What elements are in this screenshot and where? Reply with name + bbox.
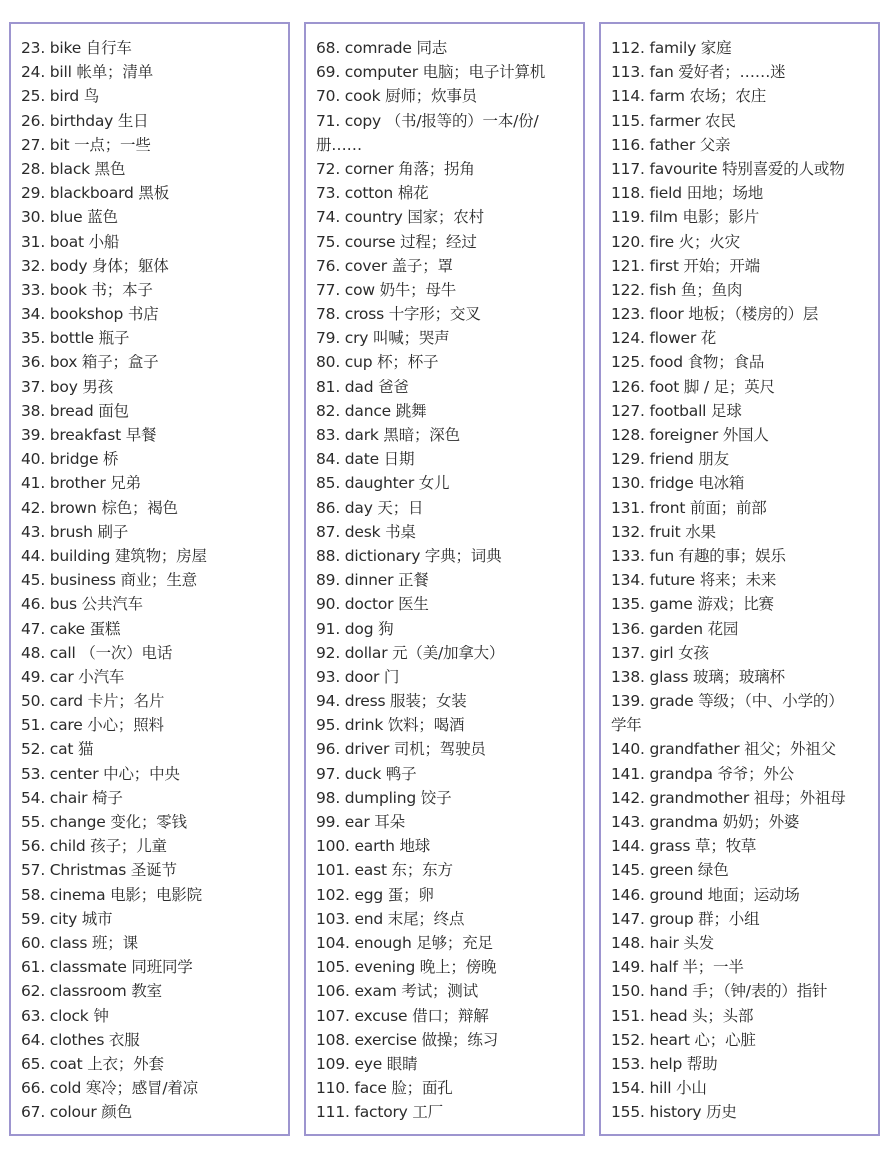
vocab-entry: 50. card 卡片；名片 <box>21 692 165 711</box>
vocab-entry: 128. foreigner 外国人 <box>611 426 769 444</box>
vocab-entry: 66. cold 寒冷；感冒/着凉 <box>21 1079 198 1098</box>
vocab-entry: 61. classmate 同班同学 <box>21 958 193 977</box>
vocab-entry: 152. heart 心；心脏 <box>611 1030 756 1049</box>
vocab-entry: 35. bottle 瓶子 <box>21 329 130 348</box>
vocab-entry: 154. hill 小山 <box>611 1079 707 1098</box>
vocab-entry: 140. grandfather 祖父；外祖父 <box>611 740 836 759</box>
vocab-entry: 149. half 半；一半 <box>611 958 744 977</box>
vocab-entry: 122. fish 鱼；鱼肉 <box>611 280 743 299</box>
vocab-entry: 148. hair 头发 <box>611 933 714 952</box>
vocab-entry: 89. dinner 正餐 <box>316 571 429 590</box>
vocab-column-3 <box>599 22 880 1136</box>
vocab-entry: 63. clock 钟 <box>21 1006 109 1025</box>
vocab-entry: 115. farmer 农民 <box>611 111 736 130</box>
vocab-entry: 72. corner 角落；拐角 <box>316 159 475 178</box>
vocab-entry: 118. field 田地；场地 <box>611 184 764 203</box>
vocab-entry: 44. building 建筑物；房屋 <box>21 546 207 565</box>
vocab-entry: 101. east 东；东方 <box>316 861 453 880</box>
vocab-entry: 79. cry 叫喊；哭声 <box>316 329 450 348</box>
vocab-entry: 151. head 头；头部 <box>611 1006 754 1025</box>
vocab-entry: 93. door 门 <box>316 667 400 686</box>
vocab-entry: 75. course 过程；经过 <box>316 232 477 251</box>
vocab-entry: 25. bird 鸟 <box>21 87 100 106</box>
vocab-entry: 62. classroom 教室 <box>21 982 162 1001</box>
vocab-entry: 126. foot 脚 / 足；英尺 <box>611 377 775 396</box>
vocab-entry: 87. desk 书桌 <box>316 522 416 541</box>
vocab-entry: 142. grandmother 祖母；外祖母 <box>611 788 846 807</box>
vocab-entry: 97. duck 鸭子 <box>316 764 417 783</box>
vocab-entry: 23. bike 自行车 <box>21 39 132 57</box>
vocab-entry: 73. cotton 棉花 <box>316 184 429 203</box>
vocab-entry: 31. boat 小船 <box>21 232 120 251</box>
vocab-entry: 84. date 日期 <box>316 450 415 469</box>
vocab-entry: 127. football 足球 <box>611 401 742 420</box>
vocab-entry: 46. bus 公共汽车 <box>21 595 143 614</box>
vocab-entry: 29. blackboard 黑板 <box>21 184 170 203</box>
vocab-entry: 81. dad 爸爸 <box>316 377 409 396</box>
vocab-entry: 144. grass 草；牧草 <box>611 837 757 856</box>
vocab-entry: 141. grandpa 爷爷；外公 <box>611 764 794 783</box>
vocab-entry: 67. colour 颜色 <box>21 1103 132 1122</box>
vocab-entry: 49. car 小汽车 <box>21 667 125 686</box>
vocab-entry: 30. blue 蓝色 <box>21 208 118 227</box>
vocab-entry: 134. future 将来；未来 <box>611 571 777 590</box>
vocab-entry: 39. breakfast 早餐 <box>21 426 157 444</box>
vocab-entry: 143. grandma 奶奶；外婆 <box>611 813 800 831</box>
vocab-entry: 146. ground 地面；运动场 <box>611 885 800 904</box>
vocab-entry: 48. call （一次）电话 <box>21 643 173 662</box>
vocab-column-1 <box>9 22 290 1136</box>
vocab-entry: 96. driver 司机；驾驶员 <box>316 740 486 759</box>
vocab-entry: 98. dumpling 饺子 <box>316 788 452 807</box>
vocab-entry: 136. garden 花园 <box>611 619 739 638</box>
vocab-entry: 132. fruit 水果 <box>611 522 716 541</box>
vocab-entry: 33. book 书；本子 <box>21 280 153 299</box>
vocab-entry: 109. eye 眼睛 <box>316 1054 418 1073</box>
vocab-entry: 110. face 脸；面孔 <box>316 1079 453 1098</box>
vocab-entry: 64. clothes 衣服 <box>21 1030 140 1049</box>
vocab-entry: 34. bookshop 书店 <box>21 305 159 324</box>
vocab-entry: 74. country 国家；农村 <box>316 208 484 227</box>
vocab-entry: 153. help 帮助 <box>611 1054 718 1073</box>
vocab-entry: 108. exercise 做操；练习 <box>316 1030 499 1049</box>
vocab-entry: 65. coat 上衣；外套 <box>21 1054 164 1073</box>
vocab-entry: 77. cow 奶牛；母牛 <box>316 280 457 299</box>
vocab-entry: 40. bridge 桥 <box>21 450 119 469</box>
vocab-entry: 147. group 群；小组 <box>611 909 760 928</box>
vocab-entry: 26. birthday 生日 <box>21 111 149 130</box>
vocab-entry: 37. boy 男孩 <box>21 377 113 396</box>
vocab-entry: 38. bread 面包 <box>21 401 129 420</box>
vocab-entry: 53. center 中心；中央 <box>21 764 180 783</box>
vocab-entry: 103. end 末尾；终点 <box>316 909 465 928</box>
vocab-entry: 119. film 电影；影片 <box>611 208 760 227</box>
vocab-entry: 55. change 变化；零钱 <box>21 813 187 831</box>
vocab-entry: 99. ear 耳朵 <box>316 813 405 831</box>
vocab-entry: 139. grade 等级；（中、小学的） <box>611 692 844 711</box>
vocab-entry: 60. class 班；课 <box>21 933 138 952</box>
vocab-entry: 133. fun 有趣的事；娱乐 <box>611 546 786 565</box>
vocab-entry: 76. cover 盖子；罩 <box>316 256 453 275</box>
vocab-entry: 24. bill 帐单；清单 <box>21 63 153 82</box>
vocab-entry: 120. fire 火；火灾 <box>611 232 740 251</box>
vocab-entry: 117. favourite 特别喜爱的人或物 <box>611 159 845 178</box>
vocab-entry: 32. body 身体；躯体 <box>21 256 169 275</box>
vocab-entry: 102. egg 蛋；卵 <box>316 885 434 904</box>
vocab-entry: 92. dollar 元（美/加拿大） <box>316 643 505 662</box>
vocab-entry: 107. excuse 借口；辩解 <box>316 1006 489 1025</box>
vocab-entry: 59. city 城市 <box>21 909 113 928</box>
vocab-entry: 43. brush 刷子 <box>21 522 129 541</box>
vocab-entry: 70. cook 厨师；炊事员 <box>316 87 477 106</box>
vocab-entry: 28. black 黑色 <box>21 159 126 178</box>
vocab-entry: 82. dance 跳舞 <box>316 401 427 420</box>
vocab-entry: 121. first 开始；开端 <box>611 256 760 275</box>
vocab-entry: 83. dark 黑暗；深色 <box>316 426 460 444</box>
vocab-entry: 71. copy （书/报等的）一本/份/ <box>316 111 539 130</box>
vocab-entry: 123. floor 地板；（楼房的）层 <box>611 305 819 324</box>
vocab-entry: 52. cat 猫 <box>21 740 94 759</box>
vocab-entry: 69. computer 电脑；电子计算机 <box>316 63 546 82</box>
vocab-entry: 86. day 天；日 <box>316 498 424 517</box>
vocab-entry: 104. enough 足够；充足 <box>316 933 493 952</box>
vocab-entry: 91. dog 狗 <box>316 619 394 638</box>
vocab-entry: 58. cinema 电影；电影院 <box>21 885 202 904</box>
vocab-entry: 100. earth 地球 <box>316 837 431 856</box>
vocab-entry: 45. business 商业；生意 <box>21 571 197 590</box>
vocab-entry: 135. game 游戏；比赛 <box>611 595 774 614</box>
vocab-entry: 78. cross 十字形；交叉 <box>316 305 481 324</box>
vocab-entry: 113. fan 爱好者；……迷 <box>611 63 786 82</box>
vocab-entry: 112. family 家庭 <box>611 39 732 57</box>
vocab-entry: 47. cake 蛋糕 <box>21 619 121 638</box>
vocab-entry: 42. brown 棕色；褐色 <box>21 498 178 517</box>
vocab-entry: 57. Christmas 圣诞节 <box>21 861 177 880</box>
vocab-entry: 129. friend 朋友 <box>611 450 729 469</box>
vocab-entry: 学年 <box>611 716 642 735</box>
vocab-entry: 114. farm 农场；农庄 <box>611 87 767 106</box>
vocab-entry: 88. dictionary 字典；词典 <box>316 546 502 565</box>
vocab-entry: 册…… <box>316 135 362 154</box>
vocab-entry: 137. girl 女孩 <box>611 643 709 662</box>
vocab-entry: 150. hand 手；（钟/表的）指针 <box>611 982 828 1001</box>
vocab-entry: 124. flower 花 <box>611 329 717 348</box>
vocab-entry: 36. box 箱子；盒子 <box>21 353 159 372</box>
vocab-entry: 130. fridge 电冰箱 <box>611 474 745 493</box>
vocab-entry: 90. doctor 医生 <box>316 595 429 614</box>
vocab-entry: 68. comrade 同志 <box>316 39 448 57</box>
vocab-entry: 54. chair 椅子 <box>21 788 123 807</box>
vocab-entry: 125. food 食物；食品 <box>611 353 765 372</box>
vocab-column-2 <box>304 22 585 1136</box>
vocab-entry: 94. dress 服装；女装 <box>316 692 467 711</box>
vocab-entry: 85. daughter 女儿 <box>316 474 450 493</box>
vocab-entry: 106. exam 考试；测试 <box>316 982 478 1001</box>
vocab-entry: 145. green 绿色 <box>611 861 729 880</box>
vocab-entry: 111. factory 工厂 <box>316 1103 443 1122</box>
vocab-entry: 51. care 小心；照料 <box>21 716 164 735</box>
vocab-entry: 155. history 历史 <box>611 1103 737 1122</box>
vocab-entry: 105. evening 晚上；傍晚 <box>316 958 497 977</box>
vocab-entry: 56. child 孩子；儿童 <box>21 837 167 856</box>
vocab-entry: 41. brother 兄弟 <box>21 474 141 493</box>
vocab-entry: 80. cup 杯；杯子 <box>316 353 439 372</box>
vocab-entry: 95. drink 饮料；喝酒 <box>316 716 465 735</box>
vocab-entry: 116. father 父亲 <box>611 135 731 154</box>
vocab-entry: 27. bit 一点；一些 <box>21 135 151 154</box>
vocab-entry: 131. front 前面；前部 <box>611 498 767 517</box>
vocab-entry: 138. glass 玻璃；玻璃杯 <box>611 667 785 686</box>
